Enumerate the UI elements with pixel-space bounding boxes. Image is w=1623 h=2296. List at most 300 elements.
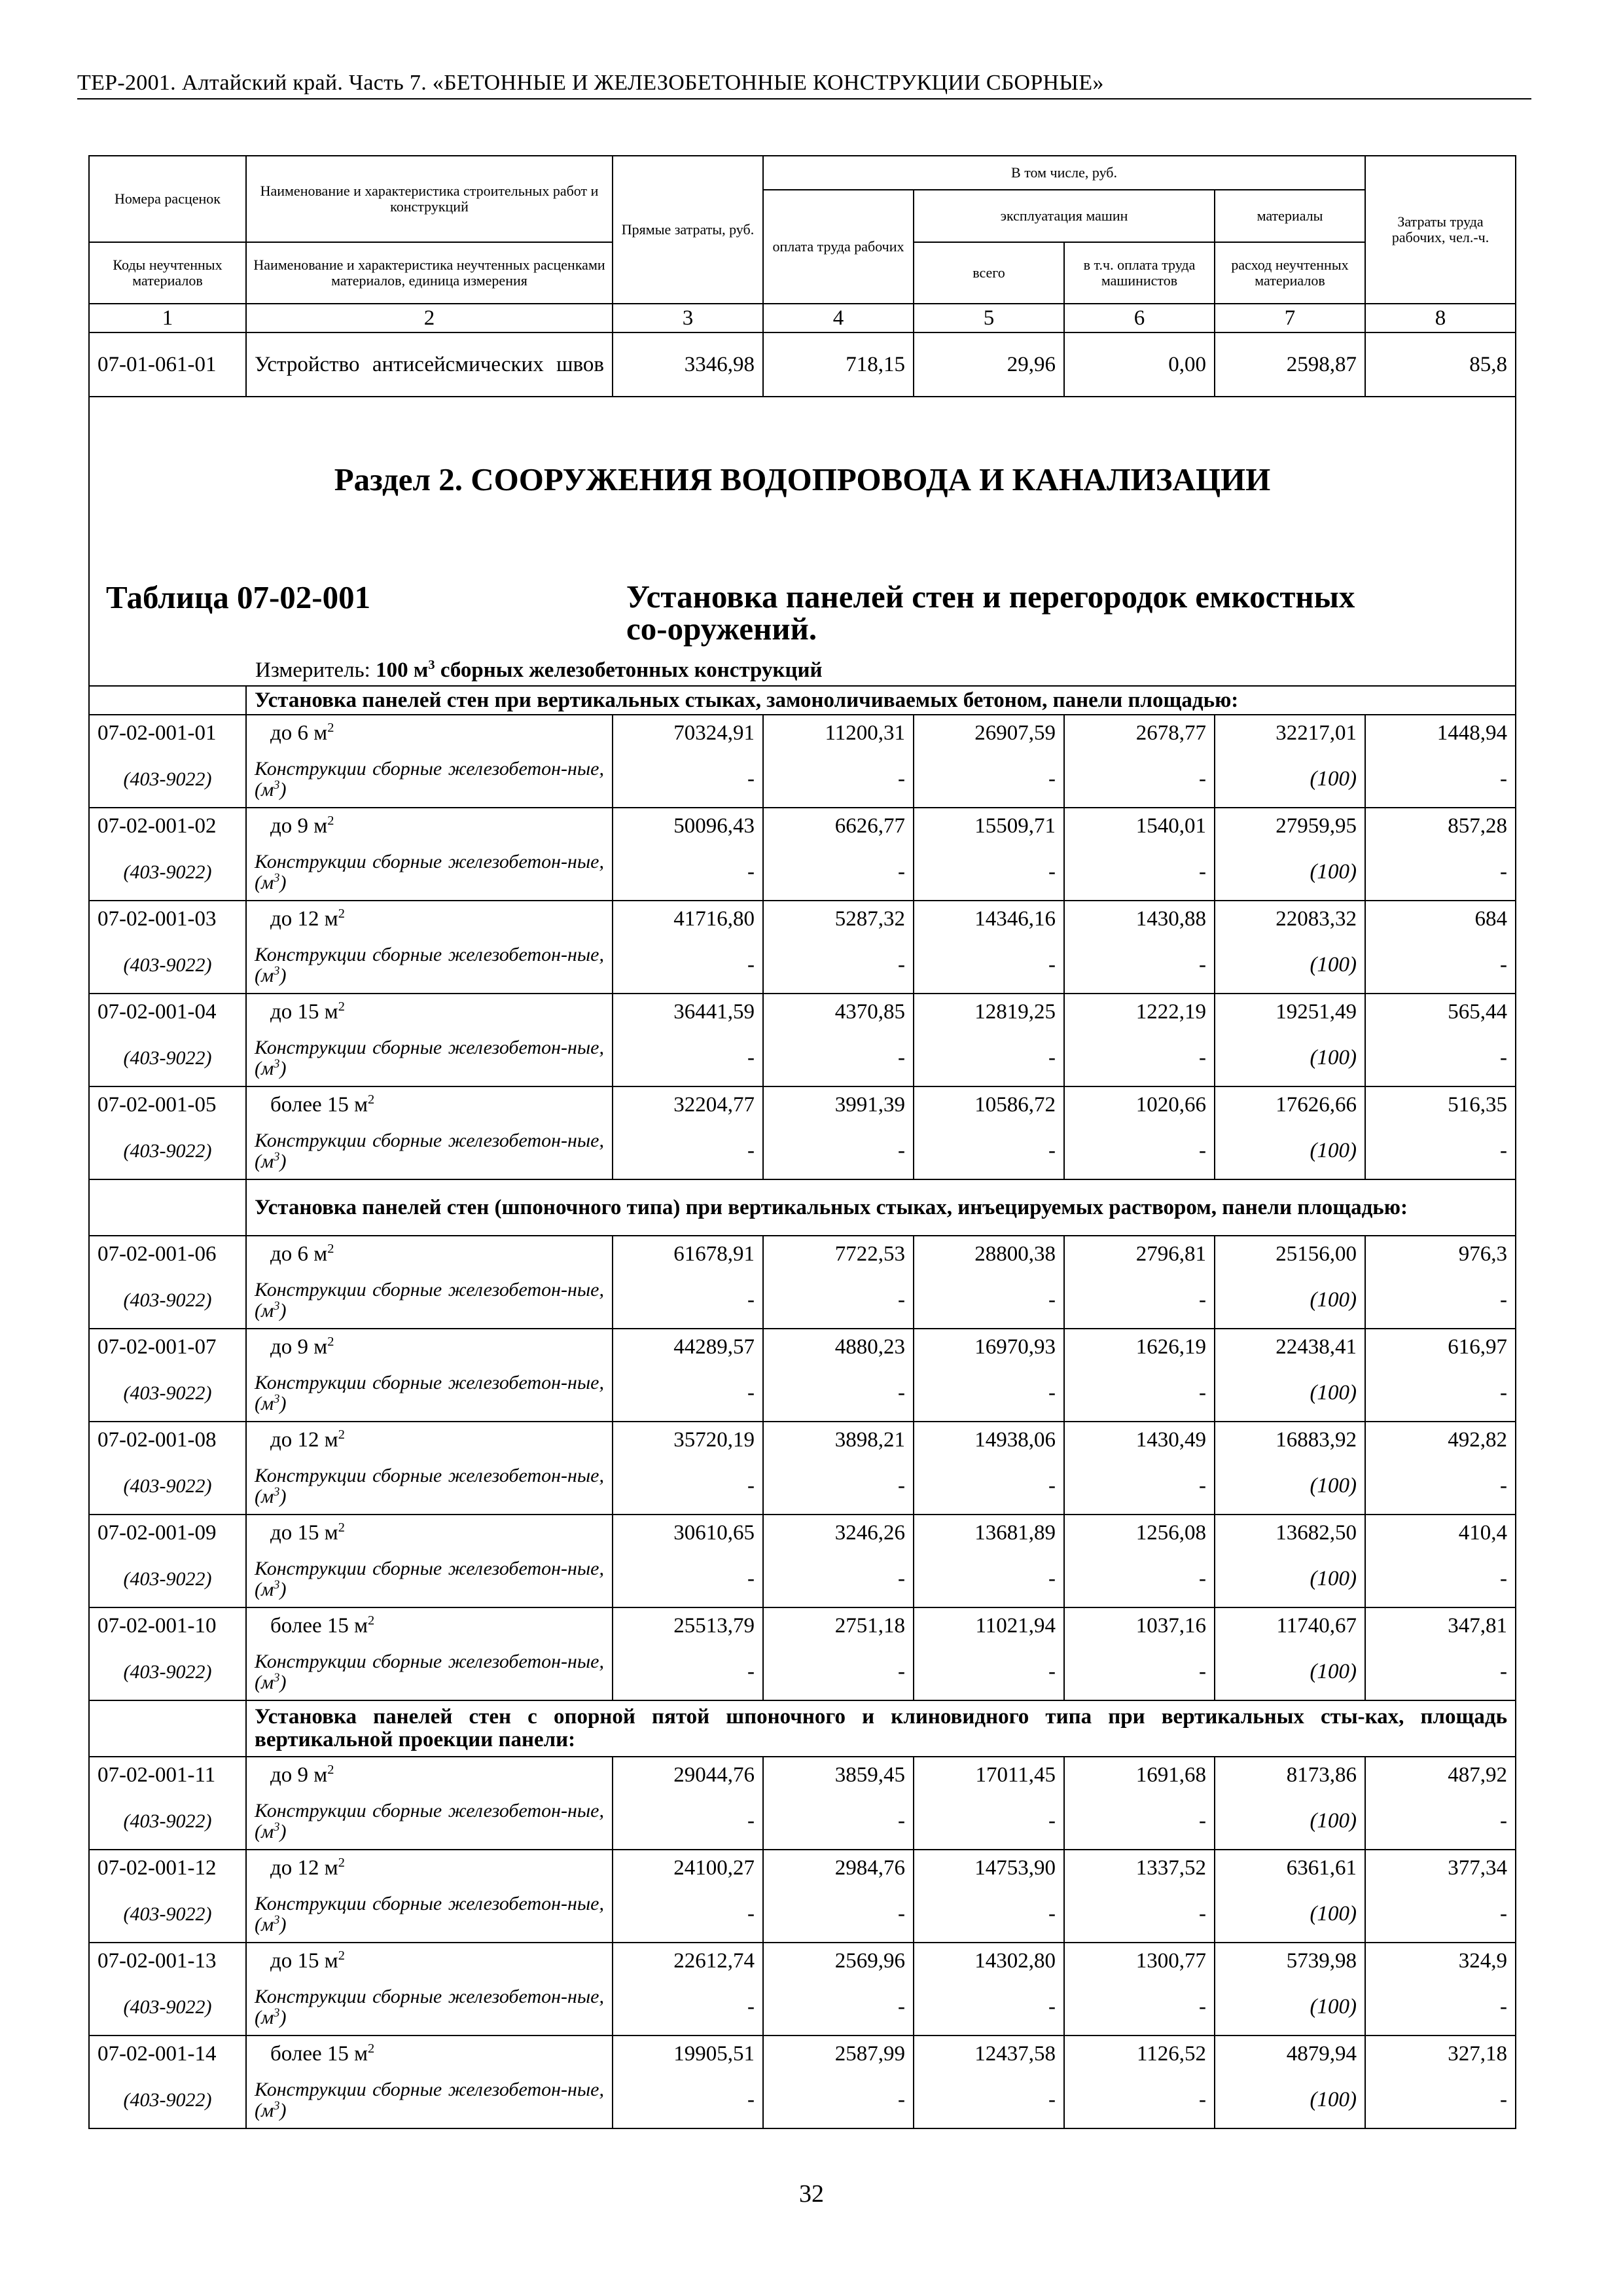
material-code: (403-9022) bbox=[89, 1365, 246, 1422]
table-row bbox=[89, 2036, 1516, 2072]
rate-name-sup: 2 bbox=[368, 1613, 375, 1628]
material-name-sup: 3 bbox=[274, 1056, 280, 1071]
rate-name-sup: 2 bbox=[368, 1092, 375, 1107]
empty-dash: - bbox=[1064, 1272, 1215, 1329]
col-including-header: В том числе, руб. bbox=[763, 156, 1365, 190]
empty-dash: - bbox=[613, 751, 763, 808]
rate-name-text: до 12 м bbox=[270, 1856, 338, 1880]
rate-name bbox=[246, 994, 613, 1030]
empty-dash: - bbox=[763, 1365, 914, 1422]
material-name-text: Конструкции сборные железобетон-ные, (м bbox=[255, 851, 604, 893]
empty-dash: - bbox=[613, 1030, 763, 1086]
rate-name-text: до 9 м bbox=[270, 1335, 328, 1359]
labor-cost-value: 857,28 bbox=[1365, 808, 1516, 844]
material-row bbox=[89, 1551, 1516, 1607]
material-consumption: (100) bbox=[1215, 1979, 1365, 2036]
material-name bbox=[246, 1793, 613, 1850]
labor-cost-value: 85,8 bbox=[1365, 332, 1516, 397]
rate-code: 07-02-001-05 bbox=[89, 1086, 246, 1123]
labor-pay-value: 4370,85 bbox=[763, 994, 914, 1030]
empty-dash: - bbox=[763, 1272, 914, 1329]
materials-value: 8173,86 bbox=[1215, 1757, 1365, 1793]
material-code: (403-9022) bbox=[89, 1123, 246, 1179]
table-name: Установка панелей стен и перегородок емкостных со-оружений. bbox=[626, 579, 1355, 647]
material-row bbox=[89, 1886, 1516, 1943]
material-name-sup: 3 bbox=[274, 1391, 280, 1406]
empty-dash: - bbox=[613, 844, 763, 901]
empty-dash: - bbox=[763, 1644, 914, 1700]
machinist-pay-value: 1337,52 bbox=[1064, 1850, 1215, 1886]
machinist-pay-value: 1430,88 bbox=[1064, 901, 1215, 937]
table-row bbox=[89, 808, 1516, 844]
unit-label: Измеритель: bbox=[255, 658, 370, 682]
empty-dash: - bbox=[1064, 751, 1215, 808]
material-code: (403-9022) bbox=[89, 1644, 246, 1700]
material-name-text: Конструкции сборные железобетон-ные, (м bbox=[255, 1986, 604, 2028]
empty-dash: - bbox=[1064, 1551, 1215, 1607]
empty-dash: - bbox=[1365, 1030, 1516, 1086]
table-row bbox=[89, 1850, 1516, 1886]
rate-name bbox=[246, 1850, 613, 1886]
empty-dash: - bbox=[914, 1030, 1064, 1086]
material-code: (403-9022) bbox=[89, 1458, 246, 1515]
empty-dash: - bbox=[914, 1644, 1064, 1700]
material-row bbox=[89, 1365, 1516, 1422]
rate-name-sup: 2 bbox=[338, 1427, 345, 1443]
empty-dash: - bbox=[1064, 1365, 1215, 1422]
group-heading-spacer bbox=[89, 1700, 246, 1757]
table-row bbox=[89, 901, 1516, 937]
materials-value: 22438,41 bbox=[1215, 1329, 1365, 1365]
material-name-end: ) bbox=[279, 871, 287, 893]
empty-dash: - bbox=[1064, 1793, 1215, 1850]
material-name-text: Конструкции сборные железобетон-ные, (м bbox=[255, 1279, 604, 1321]
rate-name bbox=[246, 1236, 613, 1272]
material-consumption: (100) bbox=[1215, 1365, 1365, 1422]
material-name-sup: 3 bbox=[274, 1577, 280, 1592]
machine-total-value: 14302,80 bbox=[914, 1943, 1064, 1979]
col-unaccounted-name-header: Наименование и характеристика неучтенных расценками материалов, единица измерения bbox=[246, 242, 613, 304]
table-row bbox=[89, 1943, 1516, 1979]
empty-dash: - bbox=[1365, 1793, 1516, 1850]
material-consumption: (100) bbox=[1215, 1644, 1365, 1700]
group-heading: Установка панелей стен при вертикальных стыках, замоноличиваемых бетоном, панели площадью: bbox=[246, 686, 1516, 715]
rate-code: 07-02-001-07 bbox=[89, 1329, 246, 1365]
labor-cost-value: 324,9 bbox=[1365, 1943, 1516, 1979]
material-consumption: (100) bbox=[1215, 1458, 1365, 1515]
rate-name-text: до 9 м bbox=[270, 814, 328, 838]
machinist-pay-value: 1300,77 bbox=[1064, 1943, 1215, 1979]
machinist-pay-value: 2796,81 bbox=[1064, 1236, 1215, 1272]
machine-total-value: 12437,58 bbox=[914, 2036, 1064, 2072]
rate-name-text: до 12 м bbox=[270, 1428, 338, 1452]
rate-code: 07-02-001-03 bbox=[89, 901, 246, 937]
col-machinist-pay-header: в т.ч. оплата труда машинистов bbox=[1064, 242, 1215, 304]
empty-dash: - bbox=[1365, 937, 1516, 994]
labor-cost-value: 410,4 bbox=[1365, 1515, 1516, 1551]
labor-pay-value: 4880,23 bbox=[763, 1329, 914, 1365]
empty-dash: - bbox=[1365, 1272, 1516, 1329]
empty-dash: - bbox=[914, 1886, 1064, 1943]
material-name-end: ) bbox=[279, 1485, 287, 1507]
col-machine-total-header: всего bbox=[914, 242, 1064, 304]
empty-dash: - bbox=[914, 1793, 1064, 1850]
material-name bbox=[246, 844, 613, 901]
rate-name-sup: 2 bbox=[327, 1763, 334, 1778]
empty-dash: - bbox=[1064, 937, 1215, 994]
material-name-sup: 3 bbox=[274, 778, 280, 792]
empty-dash: - bbox=[914, 2072, 1064, 2128]
rate-name-text: более 15 м bbox=[270, 1093, 368, 1117]
table-row bbox=[89, 1086, 1516, 1123]
material-name-end: ) bbox=[279, 1299, 287, 1321]
empty-dash: - bbox=[613, 1551, 763, 1607]
col-number-4: 4 bbox=[763, 304, 914, 332]
material-name-text: Конструкции сборные железобетон-ные, (м bbox=[255, 1558, 604, 1600]
material-name-end: ) bbox=[279, 1671, 287, 1693]
direct-costs-value: 32204,77 bbox=[613, 1086, 763, 1123]
machine-total-value: 12819,25 bbox=[914, 994, 1064, 1030]
direct-costs-value: 61678,91 bbox=[613, 1236, 763, 1272]
labor-pay-value: 11200,31 bbox=[763, 715, 914, 751]
labor-pay-value: 3991,39 bbox=[763, 1086, 914, 1123]
empty-dash: - bbox=[763, 2072, 914, 2128]
rate-name-text: до 15 м bbox=[270, 1000, 338, 1024]
table-row bbox=[89, 1236, 1516, 1272]
material-name-sup: 3 bbox=[274, 963, 280, 978]
material-name bbox=[246, 1979, 613, 2036]
rate-name-sup: 2 bbox=[327, 1335, 334, 1350]
labor-cost-value: 492,82 bbox=[1365, 1422, 1516, 1458]
col-labor-cost-header: Затраты труда рабочих, чел.-ч. bbox=[1365, 156, 1516, 304]
col-number-2: 2 bbox=[246, 304, 613, 332]
labor-cost-value: 377,34 bbox=[1365, 1850, 1516, 1886]
table-number: Таблица 07-02-001 bbox=[106, 579, 371, 615]
labor-pay-value: 3246,26 bbox=[763, 1515, 914, 1551]
rate-name bbox=[246, 1943, 613, 1979]
material-name bbox=[246, 1365, 613, 1422]
rate-name-text: до 9 м bbox=[270, 1763, 328, 1787]
rate-code: 07-02-001-02 bbox=[89, 808, 246, 844]
rate-name-text: до 6 м bbox=[270, 1242, 328, 1266]
materials-value: 5739,98 bbox=[1215, 1943, 1365, 1979]
direct-costs-value: 30610,65 bbox=[613, 1515, 763, 1551]
direct-costs-value: 29044,76 bbox=[613, 1757, 763, 1793]
material-row bbox=[89, 2072, 1516, 2128]
material-consumption: (100) bbox=[1215, 1886, 1365, 1943]
machinist-pay-value: 1691,68 bbox=[1064, 1757, 1215, 1793]
materials-value: 11740,67 bbox=[1215, 1607, 1365, 1644]
material-name-sup: 3 bbox=[274, 2005, 280, 2020]
material-code: (403-9022) bbox=[89, 937, 246, 994]
machine-total-value: 14753,90 bbox=[914, 1850, 1064, 1886]
empty-dash: - bbox=[613, 1365, 763, 1422]
labor-cost-value: 976,3 bbox=[1365, 1236, 1516, 1272]
empty-dash: - bbox=[763, 1979, 914, 2036]
material-name bbox=[246, 1886, 613, 1943]
empty-dash: - bbox=[763, 1551, 914, 1607]
group-heading: Установка панелей стен (шпоночного типа) при вертикальных стыках, инъецируемых раствором, панели площадью: bbox=[246, 1179, 1516, 1236]
group-heading-spacer bbox=[89, 686, 246, 715]
material-consumption: (100) bbox=[1215, 844, 1365, 901]
material-name bbox=[246, 1644, 613, 1700]
empty-dash: - bbox=[914, 1272, 1064, 1329]
machine-total-value: 10586,72 bbox=[914, 1086, 1064, 1123]
rate-name-sup: 2 bbox=[327, 814, 334, 829]
material-row bbox=[89, 1123, 1516, 1179]
material-consumption: (100) bbox=[1215, 1123, 1365, 1179]
direct-costs-value: 24100,27 bbox=[613, 1850, 763, 1886]
material-consumption: (100) bbox=[1215, 1793, 1365, 1850]
labor-pay-value: 3898,21 bbox=[763, 1422, 914, 1458]
material-code: (403-9022) bbox=[89, 751, 246, 808]
col-number-7: 7 bbox=[1215, 304, 1365, 332]
rate-code: 07-02-001-14 bbox=[89, 2036, 246, 2072]
rate-name: Устройство антисейсмических швов bbox=[246, 332, 613, 397]
material-name bbox=[246, 1272, 613, 1329]
empty-dash: - bbox=[613, 1644, 763, 1700]
rate-code: 07-02-001-06 bbox=[89, 1236, 246, 1272]
rate-name-sup: 2 bbox=[327, 1242, 334, 1257]
material-name-text: Конструкции сборные железобетон-ные, (м bbox=[255, 1800, 604, 1842]
labor-pay-value: 7722,53 bbox=[763, 1236, 914, 1272]
material-name-sup: 3 bbox=[274, 1299, 280, 1313]
labor-pay-value: 6626,77 bbox=[763, 808, 914, 844]
materials-value: 16883,92 bbox=[1215, 1422, 1365, 1458]
group-heading-row bbox=[89, 686, 1516, 715]
empty-dash: - bbox=[763, 937, 914, 994]
rate-code: 07-02-001-13 bbox=[89, 1943, 246, 1979]
rate-name-text: до 12 м bbox=[270, 907, 338, 931]
material-name-sup: 3 bbox=[274, 1484, 280, 1499]
running-header: ТЕР-2001. Алтайский край. Часть 7. «БЕТОННЫЕ И ЖЕЛЕЗОБЕТОННЫЕ КОНСТРУКЦИИ СБОРНЫЕ» bbox=[77, 71, 1531, 99]
empty-dash: - bbox=[1064, 1644, 1215, 1700]
material-name-end: ) bbox=[279, 2006, 287, 2028]
direct-costs-value: 70324,91 bbox=[613, 715, 763, 751]
material-name-sup: 3 bbox=[274, 1820, 280, 1834]
machine-total-value: 13681,89 bbox=[914, 1515, 1064, 1551]
empty-dash: - bbox=[1365, 1979, 1516, 2036]
table-row bbox=[89, 1607, 1516, 1644]
labor-pay-value: 3859,45 bbox=[763, 1757, 914, 1793]
material-code: (403-9022) bbox=[89, 1272, 246, 1329]
col-number-6: 6 bbox=[1064, 304, 1215, 332]
material-consumption: (100) bbox=[1215, 1272, 1365, 1329]
labor-cost-value: 565,44 bbox=[1365, 994, 1516, 1030]
empty-dash: - bbox=[763, 1458, 914, 1515]
empty-dash: - bbox=[1365, 1551, 1516, 1607]
empty-dash: - bbox=[763, 1123, 914, 1179]
unit-sup: 3 bbox=[428, 658, 435, 672]
col-number-5: 5 bbox=[914, 304, 1064, 332]
material-code: (403-9022) bbox=[89, 1030, 246, 1086]
empty-dash: - bbox=[914, 1979, 1064, 2036]
empty-dash: - bbox=[1365, 1458, 1516, 1515]
empty-dash: - bbox=[914, 937, 1064, 994]
material-code: (403-9022) bbox=[89, 1793, 246, 1850]
empty-dash: - bbox=[1365, 1365, 1516, 1422]
empty-dash: - bbox=[914, 1551, 1064, 1607]
machinist-pay-value: 1430,49 bbox=[1064, 1422, 1215, 1458]
rate-name-sup: 2 bbox=[338, 1948, 345, 1964]
machinist-pay-value: 1222,19 bbox=[1064, 994, 1215, 1030]
rate-name-sup: 2 bbox=[338, 906, 345, 922]
empty-dash: - bbox=[1064, 1123, 1215, 1179]
materials-value: 13682,50 bbox=[1215, 1515, 1365, 1551]
rate-name bbox=[246, 1086, 613, 1123]
material-name-text: Конструкции сборные железобетон-ные, (м bbox=[255, 758, 604, 800]
machine-total-value: 16970,93 bbox=[914, 1329, 1064, 1365]
empty-dash: - bbox=[914, 1123, 1064, 1179]
rate-name bbox=[246, 1515, 613, 1551]
empty-dash: - bbox=[763, 1886, 914, 1943]
rate-code: 07-02-001-01 bbox=[89, 715, 246, 751]
empty-dash: - bbox=[914, 1458, 1064, 1515]
direct-costs-value: 50096,43 bbox=[613, 808, 763, 844]
rate-name bbox=[246, 808, 613, 844]
material-row bbox=[89, 844, 1516, 901]
labor-cost-value: 684 bbox=[1365, 901, 1516, 937]
direct-costs-value: 3346,98 bbox=[613, 332, 763, 397]
direct-costs-value: 35720,19 bbox=[613, 1422, 763, 1458]
labor-cost-value: 487,92 bbox=[1365, 1757, 1516, 1793]
rate-name bbox=[246, 715, 613, 751]
machinist-pay-value: 1256,08 bbox=[1064, 1515, 1215, 1551]
material-row bbox=[89, 1644, 1516, 1700]
col-work-name-header: Наименование и характеристика строительных работ и конструкций bbox=[246, 156, 613, 242]
direct-costs-value: 41716,80 bbox=[613, 901, 763, 937]
rate-name-sup: 2 bbox=[327, 721, 334, 736]
material-name-sup: 3 bbox=[274, 2098, 280, 2113]
page-number: 32 bbox=[799, 2180, 824, 2208]
direct-costs-value: 44289,57 bbox=[613, 1329, 763, 1365]
empty-dash: - bbox=[613, 937, 763, 994]
machine-total-value: 17011,45 bbox=[914, 1757, 1064, 1793]
material-row bbox=[89, 937, 1516, 994]
material-consumption: (100) bbox=[1215, 1030, 1365, 1086]
material-row bbox=[89, 751, 1516, 808]
material-name-end: ) bbox=[279, 1820, 287, 1842]
material-consumption: (100) bbox=[1215, 751, 1365, 808]
unit-of-measure bbox=[255, 659, 823, 682]
table-row bbox=[89, 1422, 1516, 1458]
material-row bbox=[89, 1793, 1516, 1850]
materials-value: 27959,95 bbox=[1215, 808, 1365, 844]
rate-name-text: более 15 м bbox=[270, 1614, 368, 1638]
col-direct-costs-header: Прямые затраты, руб. bbox=[613, 156, 763, 304]
empty-dash: - bbox=[914, 844, 1064, 901]
group-heading-spacer bbox=[89, 1179, 246, 1236]
material-code: (403-9022) bbox=[89, 844, 246, 901]
material-consumption: (100) bbox=[1215, 1551, 1365, 1607]
machine-total-value: 11021,94 bbox=[914, 1607, 1064, 1644]
rate-name bbox=[246, 1607, 613, 1644]
material-name-end: ) bbox=[279, 1057, 287, 1079]
rate-name bbox=[246, 1757, 613, 1793]
material-name bbox=[246, 751, 613, 808]
rate-name bbox=[246, 1329, 613, 1365]
materials-value: 17626,66 bbox=[1215, 1086, 1365, 1123]
empty-dash: - bbox=[613, 1979, 763, 2036]
machinist-pay-value: 1126,52 bbox=[1064, 2036, 1215, 2072]
empty-dash: - bbox=[613, 1123, 763, 1179]
col-unaccounted-codes-header: Коды неучтенных материалов bbox=[89, 242, 246, 304]
empty-dash: - bbox=[763, 844, 914, 901]
col-number-1: 1 bbox=[89, 304, 246, 332]
material-row bbox=[89, 1979, 1516, 2036]
material-name-sup: 3 bbox=[274, 870, 280, 885]
empty-dash: - bbox=[1064, 1979, 1215, 2036]
machinist-pay-value: 1540,01 bbox=[1064, 808, 1215, 844]
labor-cost-value: 616,97 bbox=[1365, 1329, 1516, 1365]
material-code: (403-9022) bbox=[89, 2072, 246, 2128]
material-name-text: Конструкции сборные железобетон-ные, (м bbox=[255, 1130, 604, 1172]
machine-total-value: 14346,16 bbox=[914, 901, 1064, 937]
direct-costs-value: 36441,59 bbox=[613, 994, 763, 1030]
empty-dash: - bbox=[763, 751, 914, 808]
empty-dash: - bbox=[1365, 1886, 1516, 1943]
material-name-sup: 3 bbox=[274, 1912, 280, 1927]
rate-name-text: до 15 м bbox=[270, 1949, 338, 1973]
col-rate-numbers-header: Номера расценок bbox=[89, 156, 246, 242]
table-row bbox=[89, 1757, 1516, 1793]
labor-pay-value: 718,15 bbox=[763, 332, 914, 397]
labor-cost-value: 516,35 bbox=[1365, 1086, 1516, 1123]
empty-dash: - bbox=[1365, 1123, 1516, 1179]
materials-value: 4879,94 bbox=[1215, 2036, 1365, 2072]
material-code: (403-9022) bbox=[89, 1551, 246, 1607]
material-name-text: Конструкции сборные железобетон-ные, (м bbox=[255, 1465, 604, 1507]
material-name-sup: 3 bbox=[274, 1670, 280, 1685]
empty-dash: - bbox=[914, 1365, 1064, 1422]
empty-dash: - bbox=[613, 1886, 763, 1943]
machine-total-value: 29,96 bbox=[914, 332, 1064, 397]
col-number-8: 8 bbox=[1365, 304, 1516, 332]
material-name-end: ) bbox=[279, 1578, 287, 1600]
rate-code: 07-02-001-10 bbox=[89, 1607, 246, 1644]
empty-dash: - bbox=[1365, 844, 1516, 901]
material-name bbox=[246, 1551, 613, 1607]
machinist-pay-value: 0,00 bbox=[1064, 332, 1215, 397]
unit-rest: сборных железобетонных конструкций bbox=[435, 658, 823, 682]
table-row bbox=[89, 332, 1516, 397]
material-consumption: (100) bbox=[1215, 937, 1365, 994]
col-machine-operation-header: эксплуатация машин bbox=[914, 190, 1215, 242]
rate-code: 07-02-001-12 bbox=[89, 1850, 246, 1886]
empty-dash: - bbox=[1365, 2072, 1516, 2128]
rate-name-text: до 15 м bbox=[270, 1521, 338, 1545]
section-block bbox=[89, 397, 1516, 686]
material-name-end: ) bbox=[279, 964, 287, 986]
materials-value: 25156,00 bbox=[1215, 1236, 1365, 1272]
materials-value: 32217,01 bbox=[1215, 715, 1365, 751]
material-name-text: Конструкции сборные железобетон-ные, (м bbox=[255, 1893, 604, 1935]
material-name-end: ) bbox=[279, 1913, 287, 1935]
material-row bbox=[89, 1272, 1516, 1329]
material-name-text: Конструкции сборные железобетон-ные, (м bbox=[255, 1372, 604, 1414]
empty-dash: - bbox=[1064, 1886, 1215, 1943]
materials-value: 2598,87 bbox=[1215, 332, 1365, 397]
group-heading-row bbox=[89, 1179, 1516, 1236]
direct-costs-value: 22612,74 bbox=[613, 1943, 763, 1979]
empty-dash: - bbox=[1064, 1030, 1215, 1086]
rates-table bbox=[88, 155, 1516, 2129]
direct-costs-value: 25513,79 bbox=[613, 1607, 763, 1644]
materials-value: 6361,61 bbox=[1215, 1850, 1365, 1886]
empty-dash: - bbox=[763, 1793, 914, 1850]
empty-dash: - bbox=[613, 1793, 763, 1850]
rate-code: 07-02-001-11 bbox=[89, 1757, 246, 1793]
